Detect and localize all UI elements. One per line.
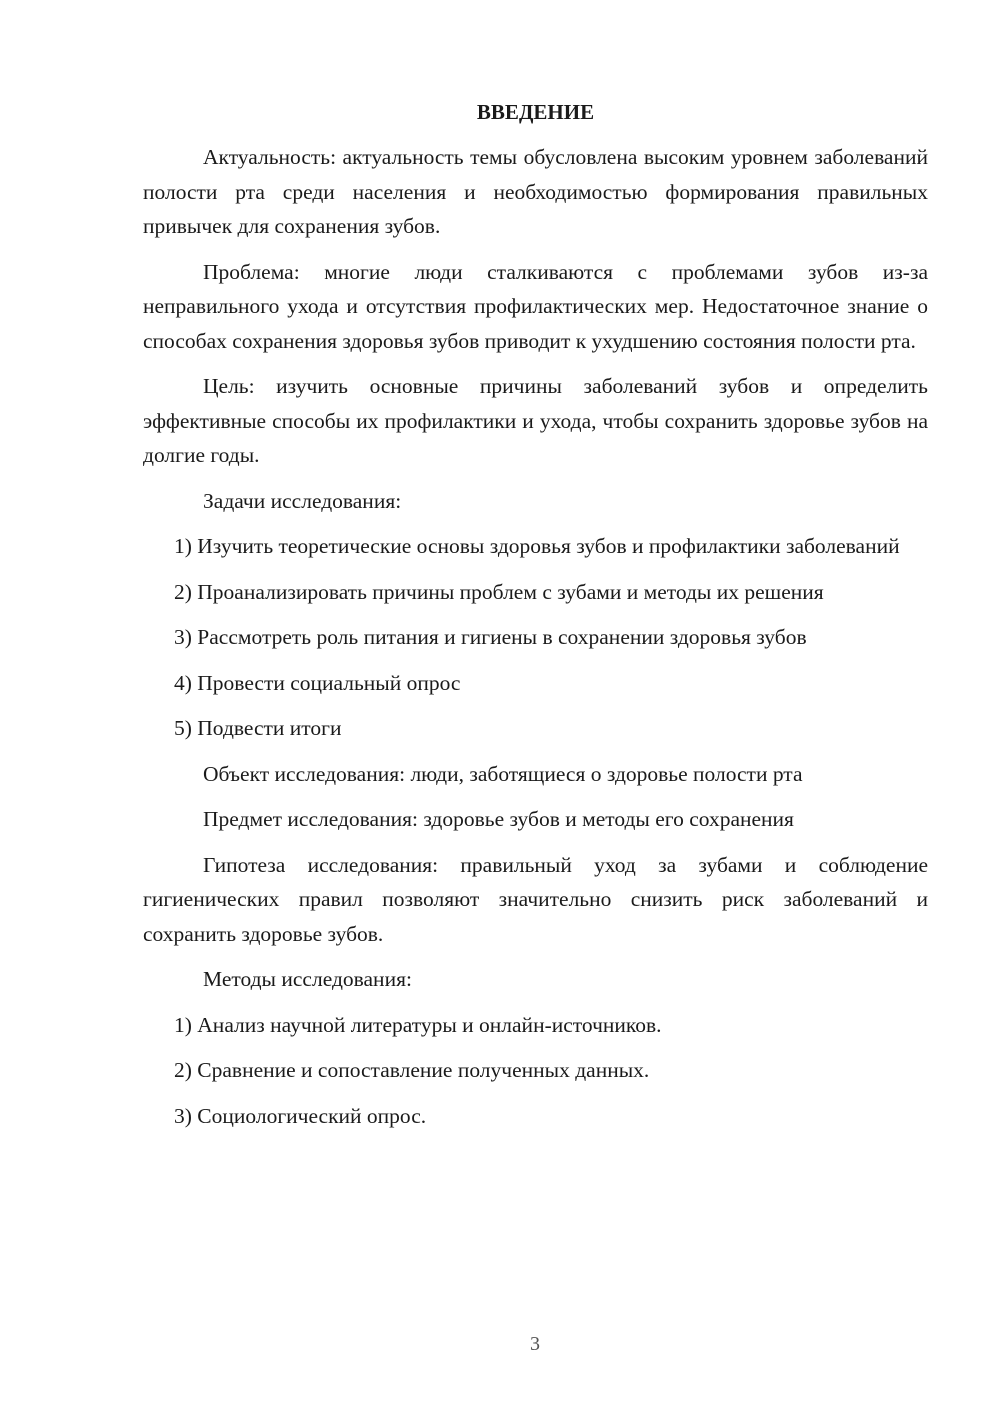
document-page: [143, 95, 928, 1144]
method-item: 2) Сравнение и сопоставление полученных данных.: [174, 1058, 650, 1082]
task-item: 1) Изучить теоретические основы здоровья зубов и профилактики заболеваний: [174, 534, 900, 558]
problem-paragraph: Проблема: многие люди сталкиваются с проблемами зубов из-за неправильного ухода и отсутствия профилактических мер. Недостаточное знание о способах сохранения здоровья зубов приводит к ухудшению состояния полости рта.: [143, 259, 928, 353]
page-number: 3: [530, 1333, 540, 1355]
method-item: 3) Социологический опрос.: [174, 1103, 427, 1128]
page-title: ВВЕДЕНИЕ: [476, 100, 595, 124]
methods-heading: Методы исследования:: [203, 967, 412, 991]
research-object: Объект исследования: люди, заботящиеся о здоровье полости рта: [203, 761, 803, 786]
task-item: 3) Рассмотреть роль питания и гигиены в сохранении здоровья зубов: [174, 625, 807, 649]
method-item: 1) Анализ научной литературы и онлайн-источников.: [174, 1012, 662, 1037]
research-hypothesis: Гипотеза исследования: правильный уход за зубами и соблюдение гигиенических правил позволяют значительно снизить риск заболеваний и сохранить здоровье зубов.: [143, 852, 928, 946]
task-item: 5) Подвести итоги: [174, 716, 342, 740]
task-item: 2) Проанализировать причины проблем с зубами и методы их решения: [174, 579, 824, 604]
relevance-paragraph: Актуальность: актуальность темы обусловлена высоким уровнем заболеваний полости рта среди населения и необходимостью формирования правильных привычек для сохранения зубов.: [143, 145, 928, 238]
research-subject: Предмет исследования: здоровье зубов и методы его сохранения: [203, 807, 794, 831]
task-item: 4) Провести социальный опрос: [174, 670, 461, 695]
tasks-heading: Задачи исследования:: [203, 488, 402, 513]
goal-paragraph: Цель: изучить основные причины заболеваний зубов и определить эффективные способы их профилактики и ухода, чтобы сохранить здоровье зубов на долгие годы.: [143, 374, 928, 467]
